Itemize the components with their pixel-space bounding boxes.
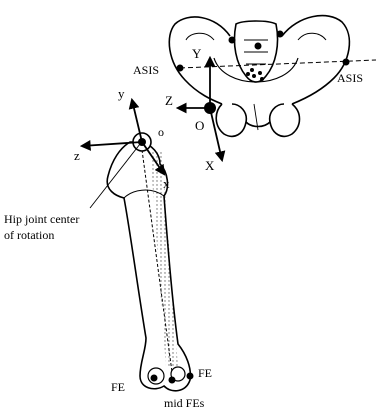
pelvis-x-label: X: [205, 158, 215, 173]
asis-right-label: ASIS: [337, 71, 364, 85]
femur-y-label: y: [118, 86, 125, 101]
hip-center-label-line1: Hip joint center: [4, 212, 80, 226]
mid-fes-marker: [169, 377, 176, 384]
pelvis-origin-marker: [204, 102, 216, 114]
pelvis-z-label: Z: [165, 93, 173, 108]
fe-right-marker: [187, 373, 194, 380]
femur-x-label: x: [163, 176, 170, 191]
fe-right-label: FE: [198, 366, 213, 380]
pelvis-landmark-marker: [255, 43, 262, 50]
asis-left-label: ASIS: [133, 63, 160, 77]
fe-left-marker: [151, 375, 158, 382]
pelvis-y-label: Y: [192, 46, 202, 61]
femur-drawing: [107, 142, 190, 391]
fe-left-label: FE: [111, 380, 126, 394]
hip-center-label-line2: of rotation: [4, 228, 55, 242]
mid-fes-label: mid FEs: [164, 396, 205, 410]
femur-z-label: z: [74, 148, 80, 163]
femur-origin-label: o: [158, 125, 164, 139]
pelvis-landmark-marker: [277, 31, 284, 38]
asis-right-marker: [343, 59, 350, 66]
hip-center-leader-line: [90, 144, 140, 208]
pelvis-origin-label: O: [195, 118, 205, 133]
pelvis-landmark-marker: [229, 37, 236, 44]
